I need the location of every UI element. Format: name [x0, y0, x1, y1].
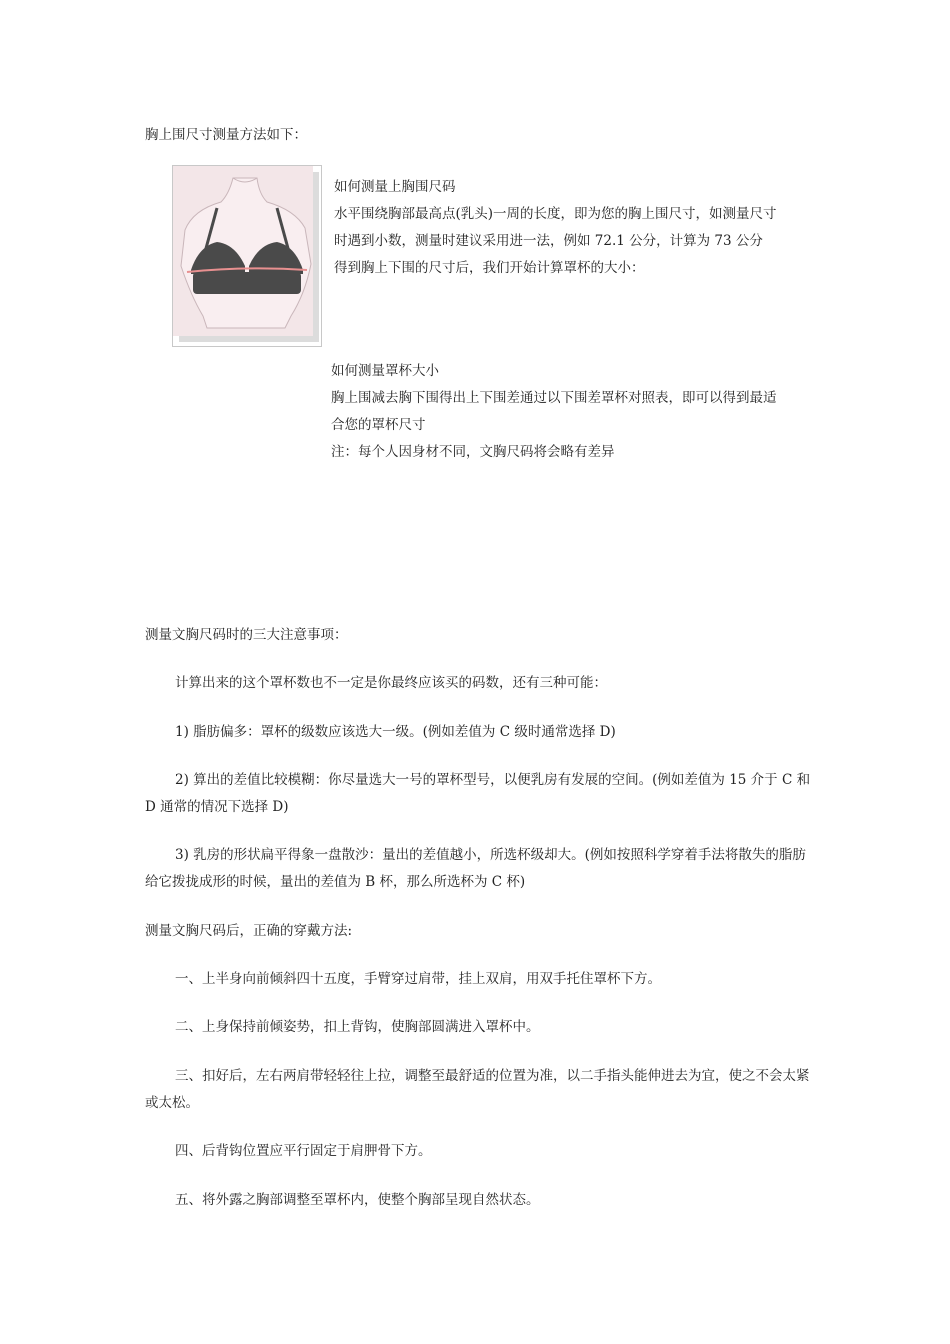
note-item: 1) 脂肪偏多：罩杯的级数应该选大一级。(例如差值为 C 级时通常选择 D)	[175, 724, 616, 740]
cup-size-line: 胸上围减去胸下围得出上下围差通过以下围差罩杯对照表，即可以得到最适	[331, 390, 777, 406]
wearing-heading: 测量文胸尺码后，正确的穿戴方法:	[145, 923, 353, 939]
upper-bust-title: 如何测量上胸围尺码	[334, 179, 456, 195]
note-item: 2) 算出的差值比较模糊：你尽量选大一号的罩杯型号，以便乳房有发展的空间。(例如差值为 15 介于 C 和 D 通常的情况下选择 D)	[145, 772, 811, 815]
wearing-step: 三、扣好后，左右两肩带轻轻往上拉，调整至最舒适的位置为准，以二手指头能伸进去为宜，使之不会太紧或太松。	[145, 1068, 810, 1111]
illustration-shadow-bottom	[179, 336, 319, 342]
illustration-shadow-right	[313, 172, 319, 342]
bra-measurement-illustration	[172, 165, 322, 347]
cup-size-section	[331, 358, 777, 466]
upper-bust-section	[334, 174, 777, 282]
notes-heading: 测量文胸尺码时的三大注意事项：	[145, 627, 348, 643]
notes-lead-paragraph: 计算出来的这个罩杯数也不一定是你最终应该买的码数，还有三种可能：	[175, 675, 607, 691]
cup-size-note: 注：每个人因身材不同，文胸尺码将会略有差异	[331, 444, 615, 460]
wearing-step: 四、后背钩位置应平行固定于肩胛骨下方。	[175, 1143, 432, 1159]
bra-band	[193, 272, 301, 294]
upper-bust-line: 时遇到小数，测量时建议采用进一法，例如 72.1 公分，计算为 73 公分	[334, 233, 763, 249]
wearing-step: 二、上身保持前倾姿势，扣上背钩，使胸部圆满进入罩杯中。	[175, 1019, 540, 1035]
cup-size-title: 如何测量罩杯大小	[331, 363, 439, 379]
note-item: 3) 乳房的形状扁平得象一盘散沙：量出的差值越小，所选杯级却大。(例如按照科学穿着手法将散失的脂肪给它拨拢成形的时候，量出的差值为 B 杯，那么所选杯为 C 杯)	[145, 847, 806, 890]
upper-bust-line: 得到胸上下围的尺寸后，我们开始计算罩杯的大小：	[334, 260, 645, 276]
upper-bust-line: 水平围绕胸部最高点(乳头)一周的长度，即为您的胸上围尺寸，如测量尺寸	[334, 206, 777, 222]
wearing-step: 五、将外露之胸部调整至罩杯内，使整个胸部呈现自然状态。	[175, 1192, 540, 1208]
cup-size-line: 合您的罩杯尺寸	[331, 417, 426, 433]
intro-heading: 胸上围尺寸测量方法如下：	[145, 127, 307, 143]
wearing-step: 一、上半身向前倾斜四十五度，手臂穿过肩带，挂上双肩，用双手托住罩杯下方。	[175, 971, 661, 987]
mannequin-bra-image	[173, 166, 321, 346]
